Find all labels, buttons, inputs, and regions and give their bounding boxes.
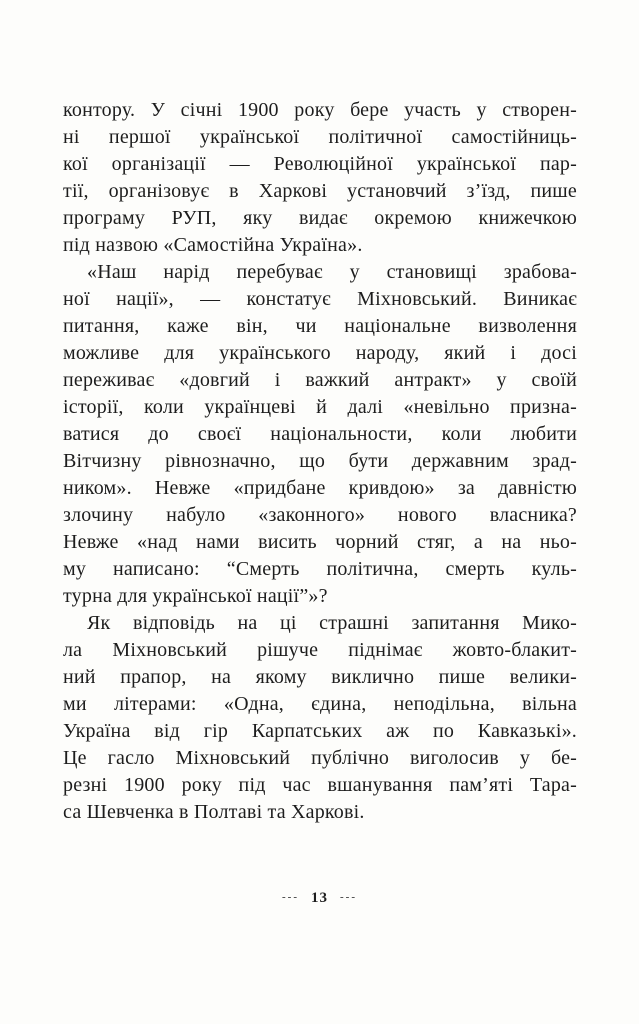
text-line: злочину набуло «законного» нового власника? xyxy=(63,504,577,526)
text-line: ні першої української політичної самостійниць- xyxy=(63,126,577,148)
text-line: питання, каже він, чи національне визволення xyxy=(63,315,577,337)
text-line: Вітчизну рівнозначно, що бути державним зрад- xyxy=(63,450,577,472)
text-block xyxy=(63,97,577,826)
text-line: ми літерами: «Одна, єдина, неподільна, вільна xyxy=(63,693,577,715)
text-line: Україна від гір Карпатських аж по Кавказькі». xyxy=(63,720,577,742)
text-line: резні 1900 року під час вшанування пам’яті Тара- xyxy=(63,774,577,796)
text-line: Це гасло Міхновський публічно виголосив у бе- xyxy=(63,747,577,769)
page-footer xyxy=(0,891,639,906)
text-line: контору. У січні 1900 року бере участь у створен- xyxy=(63,99,577,121)
paragraph xyxy=(63,97,577,259)
text-line: са Шевченка в Полтаві та Харкові. xyxy=(63,801,365,823)
text-line: му написано: “Смерть політична, смерть куль- xyxy=(63,558,577,580)
text-line: ла Міхновський рішуче піднімає жовто-блакит- xyxy=(63,639,577,661)
text-line: можливе для українського народу, який і досі xyxy=(63,342,577,364)
text-line: ний прапор, на якому виклично пише велики- xyxy=(63,666,577,688)
page-number: 13 xyxy=(311,890,328,906)
text-line: переживає «довгий і важкий антракт» у своїй xyxy=(63,369,577,391)
footer-ornament-right: --- xyxy=(340,891,357,903)
text-line: Як відповідь на ці страшні запитання Мико- xyxy=(87,612,577,634)
text-line: програму РУП, яку видає окремою книжечкою xyxy=(63,207,577,229)
paragraph xyxy=(63,259,577,610)
text-line: турна для української нації”»? xyxy=(63,585,328,607)
text-line: кої організації — Революційної української пар- xyxy=(63,153,577,175)
text-line: ватися до своєї національности, коли любити xyxy=(63,423,577,445)
footer-ornament-left: --- xyxy=(282,891,299,903)
text-line: «Наш нарід перебуває у становищі зрабова- xyxy=(87,261,577,283)
text-line: Невже «над нами висить чорний стяг, а на ньо- xyxy=(63,531,577,553)
text-line: під назвою «Самостійна Україна». xyxy=(63,234,363,256)
text-line: ником». Невже «придбане кривдою» за давністю xyxy=(63,477,577,499)
paragraph xyxy=(63,610,577,826)
text-line: ної нації», — констатує Міхновський. Виникає xyxy=(63,288,577,310)
text-line: історії, коли українцеві й далі «невільно призна- xyxy=(63,396,577,418)
text-line: тії, організовує в Харкові установчий з’їзд, пише xyxy=(63,180,577,202)
